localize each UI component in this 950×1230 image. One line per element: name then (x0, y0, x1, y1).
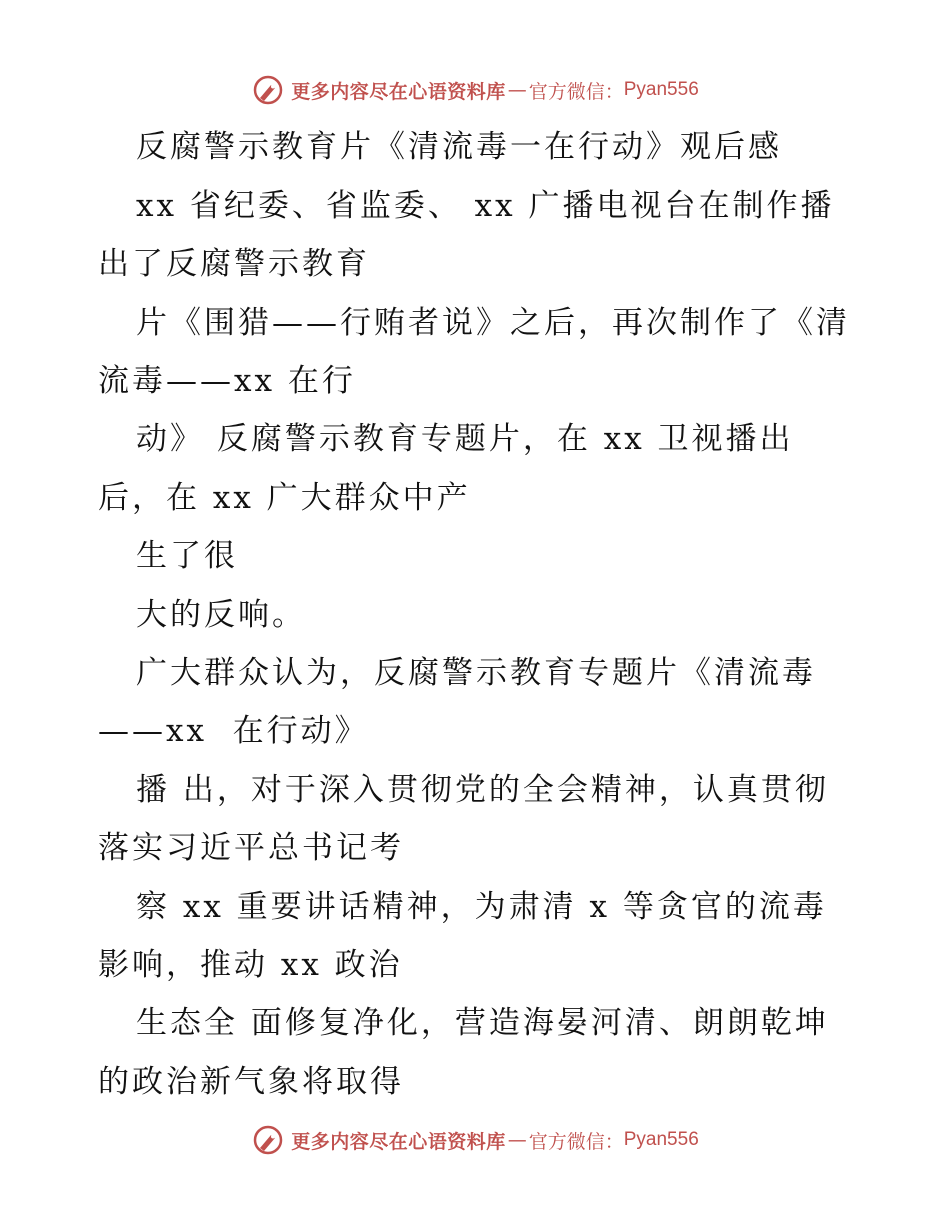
paragraph-line: 片《围猎——行贿者说》之后，再次制作了《清 (136, 305, 850, 341)
pen-nib-circle-logo-icon (251, 1123, 285, 1157)
paragraph-line: 出了反腐警示教育 (98, 246, 370, 282)
paragraph-line: 落实习近平总书记考 (98, 830, 404, 866)
document-title: 反腐警示教育片《清流毒一在行动》观后感 (136, 129, 782, 165)
paragraph-line: 大的反响。 (136, 597, 306, 633)
paragraph-line: 流毒——xx 在行 (98, 363, 356, 399)
paragraph-line: 的政治新气象将取得 (98, 1064, 404, 1100)
pen-nib-circle-logo-icon (251, 73, 285, 107)
paragraph-line: 广大群众认为，反腐警示教育专题片《清流毒 (136, 655, 816, 691)
paragraph-line: 后，在 xx 广大群众中产 (98, 480, 471, 516)
watermark-wechat-id: Pyan556 (623, 1129, 699, 1150)
paragraph-line: 动》 反腐警示教育专题片，在 xx 卫视播出 (136, 421, 794, 457)
watermark-separator: — (507, 1129, 527, 1151)
watermark-wechat-label: 官方微信： (528, 1130, 624, 1153)
paragraph-line: 察 xx 重要讲话精神，为肃清 x 等贪官的流毒 (136, 889, 827, 925)
watermark-main-text: 更多内容尽在心语资料库 (291, 80, 506, 103)
paragraph-line: xx 省纪委、省监委、 xx 广播电视台在制作播 (136, 188, 835, 224)
paragraph-line: 生态全 面修复净化，营造海晏河清、朗朗乾坤 (136, 1005, 829, 1041)
footer-watermark (0, 1120, 950, 1160)
paragraph-line: 播 出，对于深入贯彻党的全会精神，认真贯彻 (136, 772, 829, 808)
watermark-separator: — (507, 79, 527, 101)
watermark-wechat-label: 官方微信： (528, 80, 624, 103)
watermark-wechat-id: Pyan556 (623, 79, 699, 100)
paragraph-line: 生了很 (136, 538, 238, 574)
paragraph-line: 影响，推动 xx 政治 (98, 947, 403, 983)
watermark-main-text: 更多内容尽在心语资料库 (291, 1130, 506, 1153)
header-watermark (0, 70, 950, 110)
paragraph-line: ——xx 在行动》 (98, 713, 369, 749)
